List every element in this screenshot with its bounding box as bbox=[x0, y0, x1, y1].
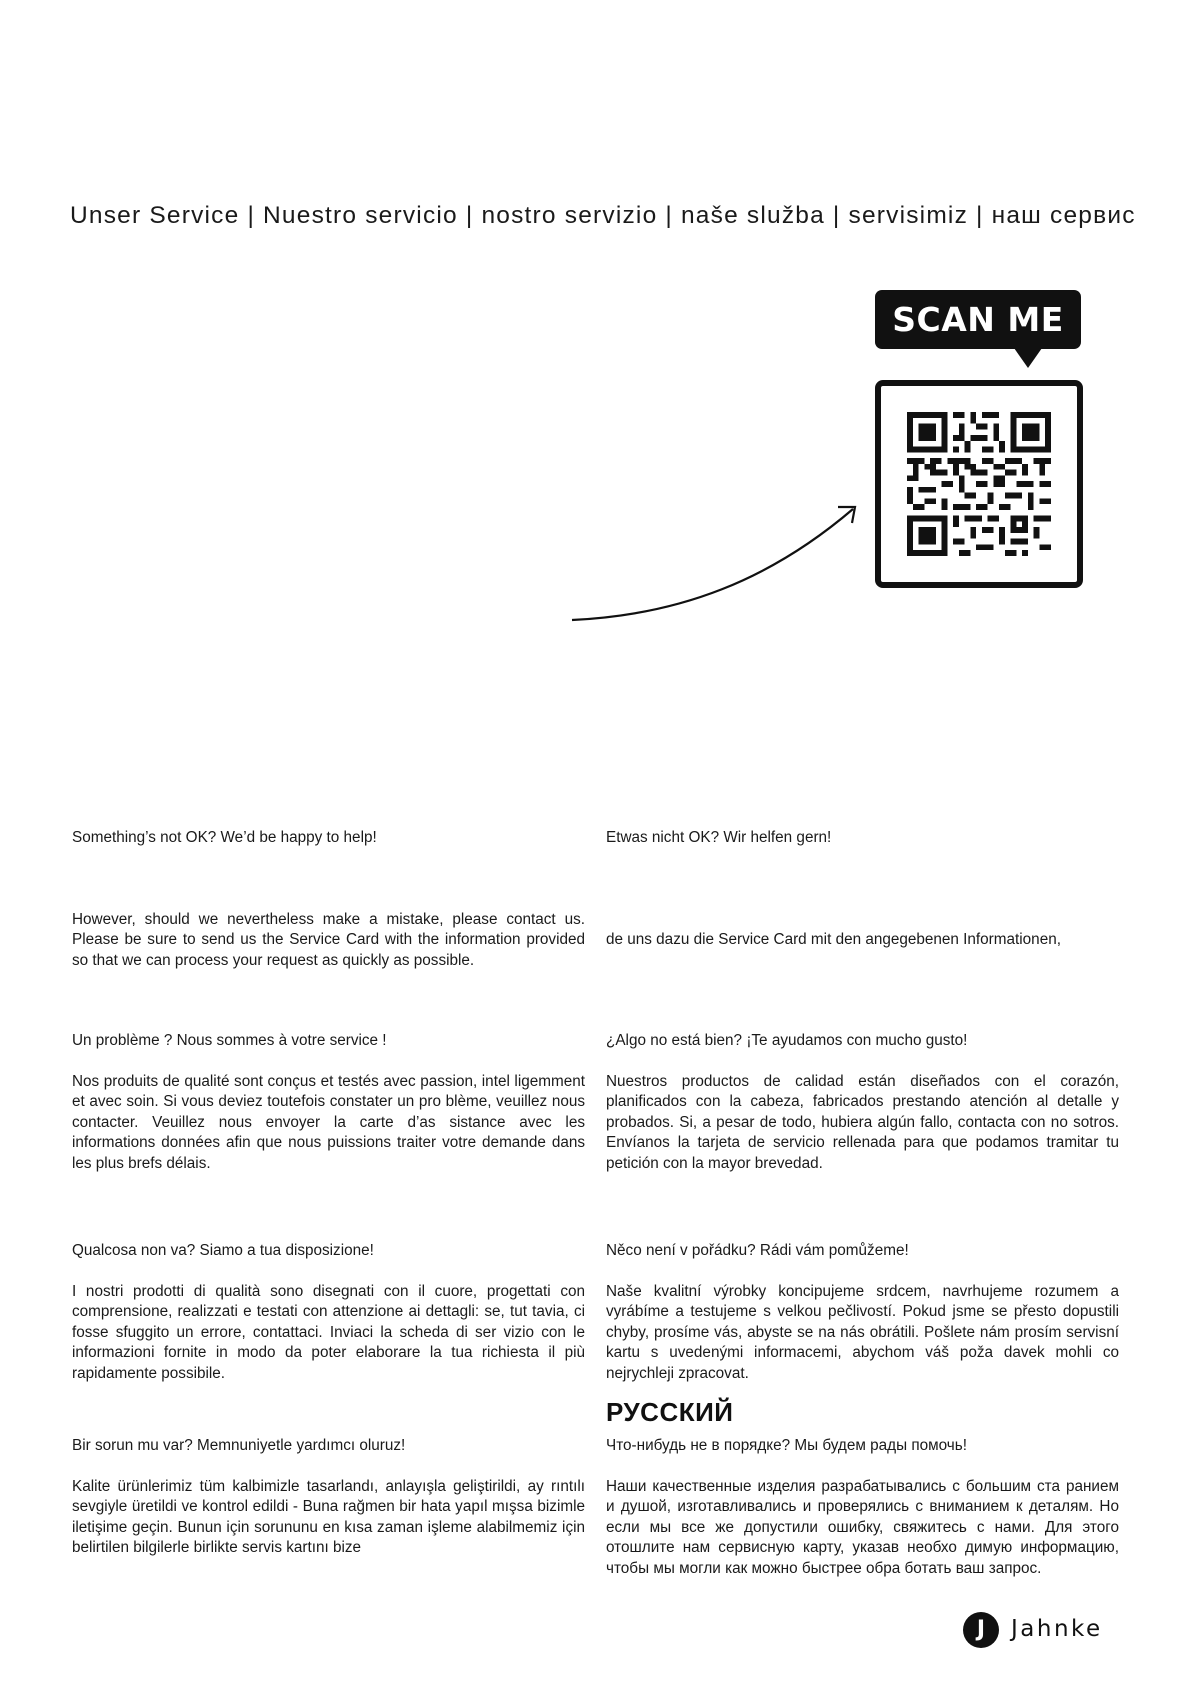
section-it bbox=[72, 1241, 585, 1384]
section-en-heading: Something’s not OK? We’d be happy to help! bbox=[72, 829, 377, 846]
section-ru bbox=[606, 1436, 1119, 1579]
section-es bbox=[606, 1031, 1119, 1174]
qr-code-icon[interactable] bbox=[907, 412, 1051, 556]
brand-name: Jahnke bbox=[1011, 1616, 1103, 1642]
section-cs-heading: Něco není v pořádku? Rádi vám pomůžeme! bbox=[606, 1242, 909, 1259]
jahnke-logo-icon: J bbox=[963, 1612, 999, 1648]
section-ru-title: РУССКИЙ bbox=[606, 1397, 734, 1427]
section-en-body: However, should we nevertheless make a mistake, please contact us. Please be sure to send us the Service Card with the information provided so that we can process your request as quickly as possible. bbox=[72, 910, 585, 969]
section-de-body: de uns dazu die Service Card mit den angegebenen Informationen, bbox=[606, 930, 1061, 948]
section-tr-body: Kalite ürünlerimiz tüm kalbimizle tasarlandı, anlayışla geliştirildi, ay rıntılı sevgiyle üretildi ve kontrol edildi - Buna rağmen bir hata yapıl mışsa bizimle iletişime geçin. Bunun için sorununu en kısa zaman işleme alabilmemiz için belirtilen bilgilerle birlikte servis kartını bize bbox=[72, 1477, 585, 1556]
section-it-body: I nostri prodotti di qualità sono disegnati con il cuore, progettati con comprensione, realizzati e testati con attenzione ai dettagli: se, tut tavia, ci fosse sfuggito un errore, contattaci. Inviaci la scheda di ser vizio con le informazioni fornite in modo da poter elaborare la tua richiesta il più rapidamente possibile. bbox=[72, 1282, 585, 1382]
section-cs bbox=[606, 1241, 1119, 1384]
section-ru-heading: Что-нибудь не в порядке? Мы будем рады помочь! bbox=[606, 1437, 967, 1454]
section-es-heading: ¿Algo no está bien? ¡Te ayudamos con mucho gusto! bbox=[606, 1032, 968, 1049]
section-it-heading: Qualcosa non va? Siamo a tua disposizione! bbox=[72, 1242, 374, 1259]
section-fr bbox=[72, 1031, 585, 1174]
page-title: Unser Service | Nuestro servicio | nostro servizio | naše služba | servisimiz | наш сервис bbox=[70, 202, 1136, 229]
section-cs-body: Naše kvalitní výrobky koncipujeme srdcem, navrhujeme rozumem a vyrábíme a testujeme s velkou pečlivostí. Pokud jsme se přesto dopustili chyby, prosíme vás, abyste se na nás obrátili. Pošlete nám prosím servisní kartu s uvedenými informacemi, abychom váš poža davek mohli co nejrychleji zpracovat. bbox=[606, 1282, 1119, 1382]
section-ru-body: Наши качественные изделия разрабатывались с большим ста ранием и душой, изготавливались и проверялись с вниманием к деталям. Но если мы все же допустили ошибку, свяжитесь с нами. Для этого отошлите нам сервисную карту, указав необхо димую информацию, чтобы мы могли как можно быстрее обра ботать ваш запрос. bbox=[606, 1477, 1119, 1577]
section-de bbox=[606, 828, 1119, 950]
section-tr-heading: Bir sorun mu var? Memnuniyetle yardımcı oluruz! bbox=[72, 1437, 406, 1454]
section-tr bbox=[72, 1436, 585, 1559]
section-de-heading: Etwas nicht OK? Wir helfen gern! bbox=[606, 829, 832, 846]
section-es-body: Nuestros productos de calidad están diseñados con el corazón, planificados con la cabeza, fabricados prestando atención al detalle y probados. Si, a pesar de todo, hubiera algún fallo, contacta con no sotros. Envíanos la tarjeta de servicio rellenada para que podamos tramitar tu petición con la mayor brevedad. bbox=[606, 1072, 1119, 1172]
section-en bbox=[72, 828, 585, 971]
scan-bubble-pointer bbox=[1014, 348, 1042, 368]
scan-me-label: SCAN ME bbox=[875, 290, 1081, 349]
section-fr-heading: Un problème ? Nous sommes à votre service ! bbox=[72, 1032, 387, 1049]
qr-code-frame[interactable] bbox=[875, 380, 1083, 588]
curved-arrow-icon bbox=[570, 495, 860, 625]
section-fr-body: Nos produits de qualité sont conçus et testés avec passion, intel ligemment et avec soin. Si vous deviez toutefois constater un pro blème, veuillez nous contacter. Veuillez nous envoyer la carte d’as sistance avec les informations données afin que nous puissions traiter votre demande dans les plus brefs délais. bbox=[72, 1072, 585, 1172]
brand-logo bbox=[963, 1610, 1123, 1650]
